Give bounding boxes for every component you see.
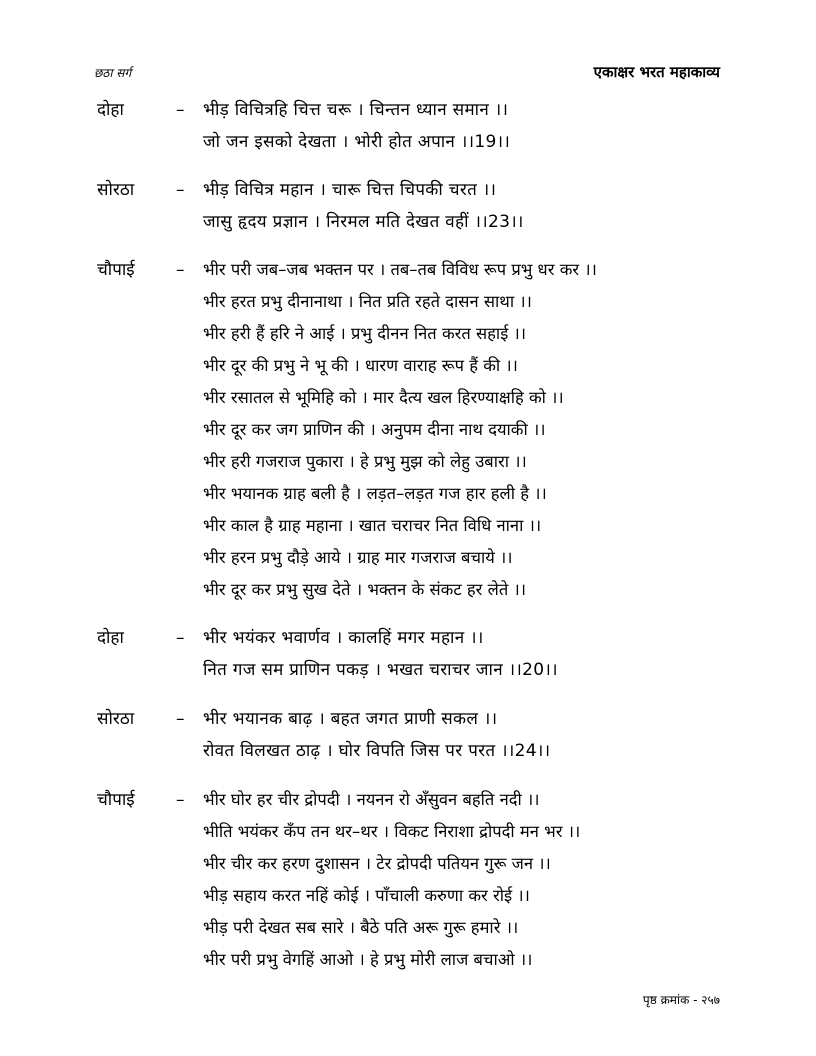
verse-line: रोवत विलखत ठाढ़ । घोर विपति जिस पर परत ।।24।। bbox=[203, 741, 551, 761]
stanza-type-label: सोरठा bbox=[97, 709, 135, 729]
verse-line: भीर दूर कर प्रभु सुख देते । भक्तन के संकट हर लेते ।। bbox=[203, 580, 526, 599]
stanza-type-label: दोहा bbox=[97, 100, 124, 120]
verse-line: भीति भयंकर कँप तन थर–थर । विकट निराशा द्रोपदी मन भर ।। bbox=[203, 822, 581, 841]
verse-line: भीर घोर हर चीर द्रोपदी । नयनन रो अँसुवन बहति नदी ।। bbox=[203, 790, 540, 809]
verse-line: भीर भयानक ग्राह बली है । लड़त–लड़त गज हार हली है ।। bbox=[203, 484, 547, 503]
verse-line: भीर भयानक बाढ़ । बहत जगत प्राणी सकल ।। bbox=[203, 709, 498, 729]
stanza-type-label: चौपाई bbox=[97, 790, 135, 810]
verse-lines bbox=[203, 94, 720, 158]
verse-line: भीर परी प्रभु वेगहिं आओ । हे प्रभु मोरी लाज बचाओ ।। bbox=[203, 950, 533, 969]
verse-line: भीड़ सहाय करत नहिं कोई । पाँचाली करुणा कर रोई ।। bbox=[203, 886, 530, 905]
stanza-type-label: चौपाई bbox=[97, 260, 135, 280]
stanza-dash: – bbox=[176, 180, 185, 200]
book-title-header: एकाक्षर भरत महाकाव्य bbox=[593, 63, 720, 81]
verse-lines bbox=[203, 703, 720, 767]
verse-line: भीड़ परी देखत सब सारे । बैठे पति अरू गुरू हमारे ।। bbox=[203, 918, 519, 937]
stanza-dash: – bbox=[176, 628, 185, 648]
verse-line: भीर चीर कर हरण दुशासन । टेर द्रोपदी पतियन गुरू जन ।। bbox=[203, 854, 551, 873]
chapter-header: छठा सर्ग bbox=[94, 66, 132, 80]
verse-line: भीड़ विचित्र महान । चारू चित्त चिपकी चरत ।। bbox=[203, 180, 497, 200]
verse-line: जो जन इसको देखता । भोरी होत अपान ।।19।। bbox=[203, 132, 511, 152]
verse-line: भीर काल है ग्राह महाना । खात चराचर नित विधि नाना ।। bbox=[203, 516, 542, 535]
verse-line: भीर परी जब–जब भक्तन पर । तब–तब विविध रूप प्रभु धर कर ।। bbox=[203, 260, 597, 279]
verse-lines bbox=[203, 174, 720, 238]
stanza-dash: – bbox=[176, 709, 185, 729]
stanza-dash: – bbox=[176, 790, 185, 810]
stanza-type-label: दोहा bbox=[97, 628, 124, 648]
verse-line: नित गज सम प्राणिन पकड़ । भखत चराचर जान ।।20।। bbox=[203, 660, 558, 680]
verse-lines bbox=[203, 254, 720, 606]
stanza-type-label: सोरठा bbox=[97, 180, 135, 200]
stanza-dash: – bbox=[176, 100, 185, 120]
verse-lines bbox=[203, 622, 720, 686]
verse-line: भीर हरी हैं हरि ने आई । प्रभु दीनन नित करत सहाई ।। bbox=[203, 324, 527, 343]
verse-line: भीर दूर कर जग प्राणिन की । अनुपम दीना नाथ दयाकी ।। bbox=[203, 420, 546, 439]
page-number: पृष्ठ क्रमांक - २५७ bbox=[642, 993, 720, 1007]
verse-line: जासु हृदय प्रज्ञान । निरमल मति देखत वहीं ।।23।। bbox=[203, 212, 524, 232]
verse-line: भीड़ विचित्रहि चित्त चरू । चिन्तन ध्यान समान ।। bbox=[203, 100, 509, 120]
verse-line: भीर हरी गजराज पुकारा । हे प्रभु मुझ को लेहु उबारा ।। bbox=[203, 452, 527, 471]
verse-line: भीर हरत प्रभु दीनानाथा । नित प्रति रहते दासन साथा ।। bbox=[203, 292, 532, 311]
verse-line: भीर दूर की प्रभु ने भू की । धारण वाराह रूप हैं की ।। bbox=[203, 356, 518, 375]
verse-line: भीर हरन प्रभु दौड़े आये । ग्राह मार गजराज बचाये ।। bbox=[203, 548, 513, 567]
verse-lines bbox=[203, 784, 720, 976]
verse-line: भीर रसातल से भूमिहि को । मार दैत्य खल हिरण्याक्षहि को ।। bbox=[203, 388, 564, 407]
verse-line: भीर भयंकर भवार्णव । कालहिं मगर महान ।। bbox=[203, 628, 484, 648]
stanza-dash: – bbox=[176, 260, 185, 280]
